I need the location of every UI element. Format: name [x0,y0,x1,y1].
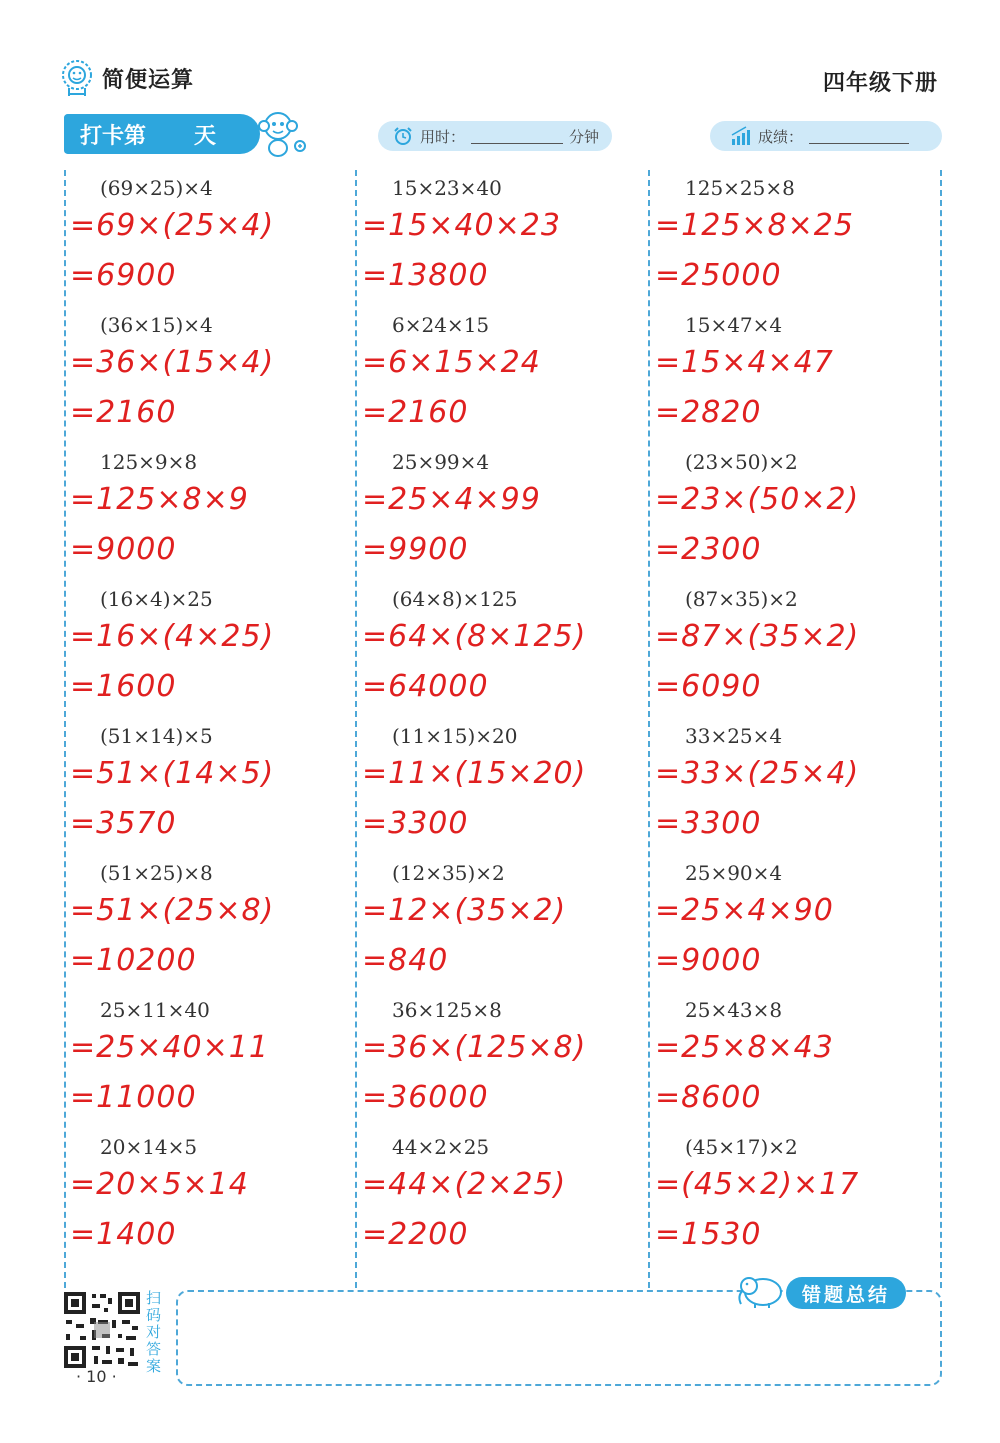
answer-result: =9000 [70,532,177,567]
exercise-problem [64,1129,354,1266]
answer-result: =2200 [362,1217,469,1252]
answer-step-1: =11×(15×20) [362,756,587,791]
answer-result: =2820 [655,395,762,430]
question-text: 25×11×40 [100,998,210,1022]
question-text: 20×14×5 [100,1135,198,1159]
exercise-problem [649,992,939,1129]
elephant-icon [733,1270,789,1310]
question-text: (45×17)×2 [685,1135,798,1159]
answer-result: =6900 [70,258,177,293]
lion-logo-icon [60,58,94,98]
time-field [378,121,612,151]
answer-result: =10200 [70,943,197,978]
answer-step-1: =25×4×99 [362,482,541,517]
question-text: 125×25×8 [685,176,795,200]
exercise-problem [64,718,354,855]
exercise-problem [356,581,646,718]
question-text: 6×24×15 [392,313,490,337]
exercise-problem [649,581,939,718]
answer-step-1: =20×5×14 [70,1167,249,1202]
question-text: 15×47×4 [685,313,783,337]
question-text: (64×8)×125 [392,587,518,611]
checkin-banner [64,114,260,154]
answer-step-1: =69×(25×4) [70,208,275,243]
answer-step-1: =15×4×47 [655,345,834,380]
answer-step-1: =12×(35×2) [362,893,567,928]
question-text: 44×2×25 [392,1135,490,1159]
answer-result: =3570 [70,806,177,841]
answer-step-1: =(45×2)×17 [655,1167,860,1202]
exercise-problem [64,992,354,1129]
answer-step-1: =51×(25×8) [70,893,275,928]
exercise-problem [649,1129,939,1266]
exercise-problem [64,855,354,992]
answer-step-1: =33×(25×4) [655,756,860,791]
exercise-problem [649,444,939,581]
time-unit: 分钟 [569,127,600,146]
question-text: (36×15)×4 [100,313,213,337]
question-text: 33×25×4 [685,724,783,748]
answer-step-1: =16×(4×25) [70,619,275,654]
exercise-problem [356,992,646,1129]
exercise-column-2 [356,170,648,1288]
answer-result: =9900 [362,532,469,567]
answer-result: =8600 [655,1080,762,1115]
answer-step-1: =6×15×24 [362,345,541,380]
book-title: 简便运算 [102,67,195,93]
question-text: (12×35)×2 [392,861,505,885]
score-label: 成绩： [758,127,804,146]
answer-result: =6090 [655,669,762,704]
bar-chart-icon [730,126,752,146]
answer-step-1: =25×4×90 [655,893,834,928]
answer-step-1: =64×(8×125) [362,619,587,654]
answer-result: =2300 [655,532,762,567]
question-text: (23×50)×2 [685,450,798,474]
question-text: 36×125×8 [392,998,502,1022]
exercise-grid [64,170,942,1288]
exercise-problem [649,170,939,307]
answer-step-1: =44×(2×25) [362,1167,567,1202]
answer-step-1: =23×(50×2) [655,482,860,517]
monkey-mascot-icon [252,106,310,158]
exercise-problem [356,307,646,444]
question-text: (11×15)×20 [392,724,518,748]
answer-result: =25000 [655,258,782,293]
answer-result: =9000 [655,943,762,978]
exercise-problem [64,581,354,718]
answer-result: =1530 [655,1217,762,1252]
qr-label: 扫码对答案 [146,1289,162,1375]
answer-step-1: =87×(35×2) [655,619,860,654]
time-input[interactable] [471,129,563,144]
answer-result: =36000 [362,1080,489,1115]
exercise-column-1 [64,170,356,1288]
score-field [710,121,942,151]
exercise-problem [356,718,646,855]
question-text: (51×25)×8 [100,861,213,885]
alarm-clock-icon [392,126,414,146]
time-label: 用时： [420,127,466,146]
exercise-problem [64,170,354,307]
answer-result: =3300 [655,806,762,841]
question-text: 25×99×4 [392,450,490,474]
question-text: (87×35)×2 [685,587,798,611]
answer-step-1: =25×40×11 [70,1030,269,1065]
exercise-problem [356,855,646,992]
question-text: (16×4)×25 [100,587,213,611]
question-text: (51×14)×5 [100,724,213,748]
answer-step-1: =15×40×23 [362,208,561,243]
question-text: 25×90×4 [685,861,783,885]
answer-result: =840 [362,943,449,978]
answer-result: =13800 [362,258,489,293]
checkin-suffix: 天 [194,123,217,149]
exercise-problem [356,444,646,581]
answer-step-1: =36×(125×8) [362,1030,587,1065]
exercise-column-3 [649,170,941,1288]
qr-code-icon[interactable] [62,1290,142,1370]
answer-step-1: =125×8×25 [655,208,854,243]
checkin-prefix: 打卡第 [80,123,147,149]
answer-result: =11000 [70,1080,197,1115]
question-text: (69×25)×4 [100,176,213,200]
page-number: · 10 · [76,1367,117,1386]
answer-result: =1600 [70,669,177,704]
answer-result: =1400 [70,1217,177,1252]
question-text: 15×23×40 [392,176,502,200]
exercise-problem [64,444,354,581]
answer-result: =64000 [362,669,489,704]
exercise-problem [64,307,354,444]
question-text: 25×43×8 [685,998,783,1022]
answer-step-1: =51×(14×5) [70,756,275,791]
answer-result: =3300 [362,806,469,841]
grade-label: 四年级下册 [822,71,938,96]
answer-result: =2160 [362,395,469,430]
exercise-problem [649,855,939,992]
answer-step-1: =25×8×43 [655,1030,834,1065]
exercise-problem [356,1129,646,1266]
exercise-problem [649,718,939,855]
answer-step-1: =125×8×9 [70,482,249,517]
header-left [60,58,194,98]
answer-result: =2160 [70,395,177,430]
question-text: 125×9×8 [100,450,198,474]
exercise-problem [356,170,646,307]
answer-step-1: =36×(15×4) [70,345,275,380]
exercise-problem [649,307,939,444]
mistake-summary-tab: 错题总结 [786,1277,906,1309]
score-input[interactable] [809,129,909,144]
